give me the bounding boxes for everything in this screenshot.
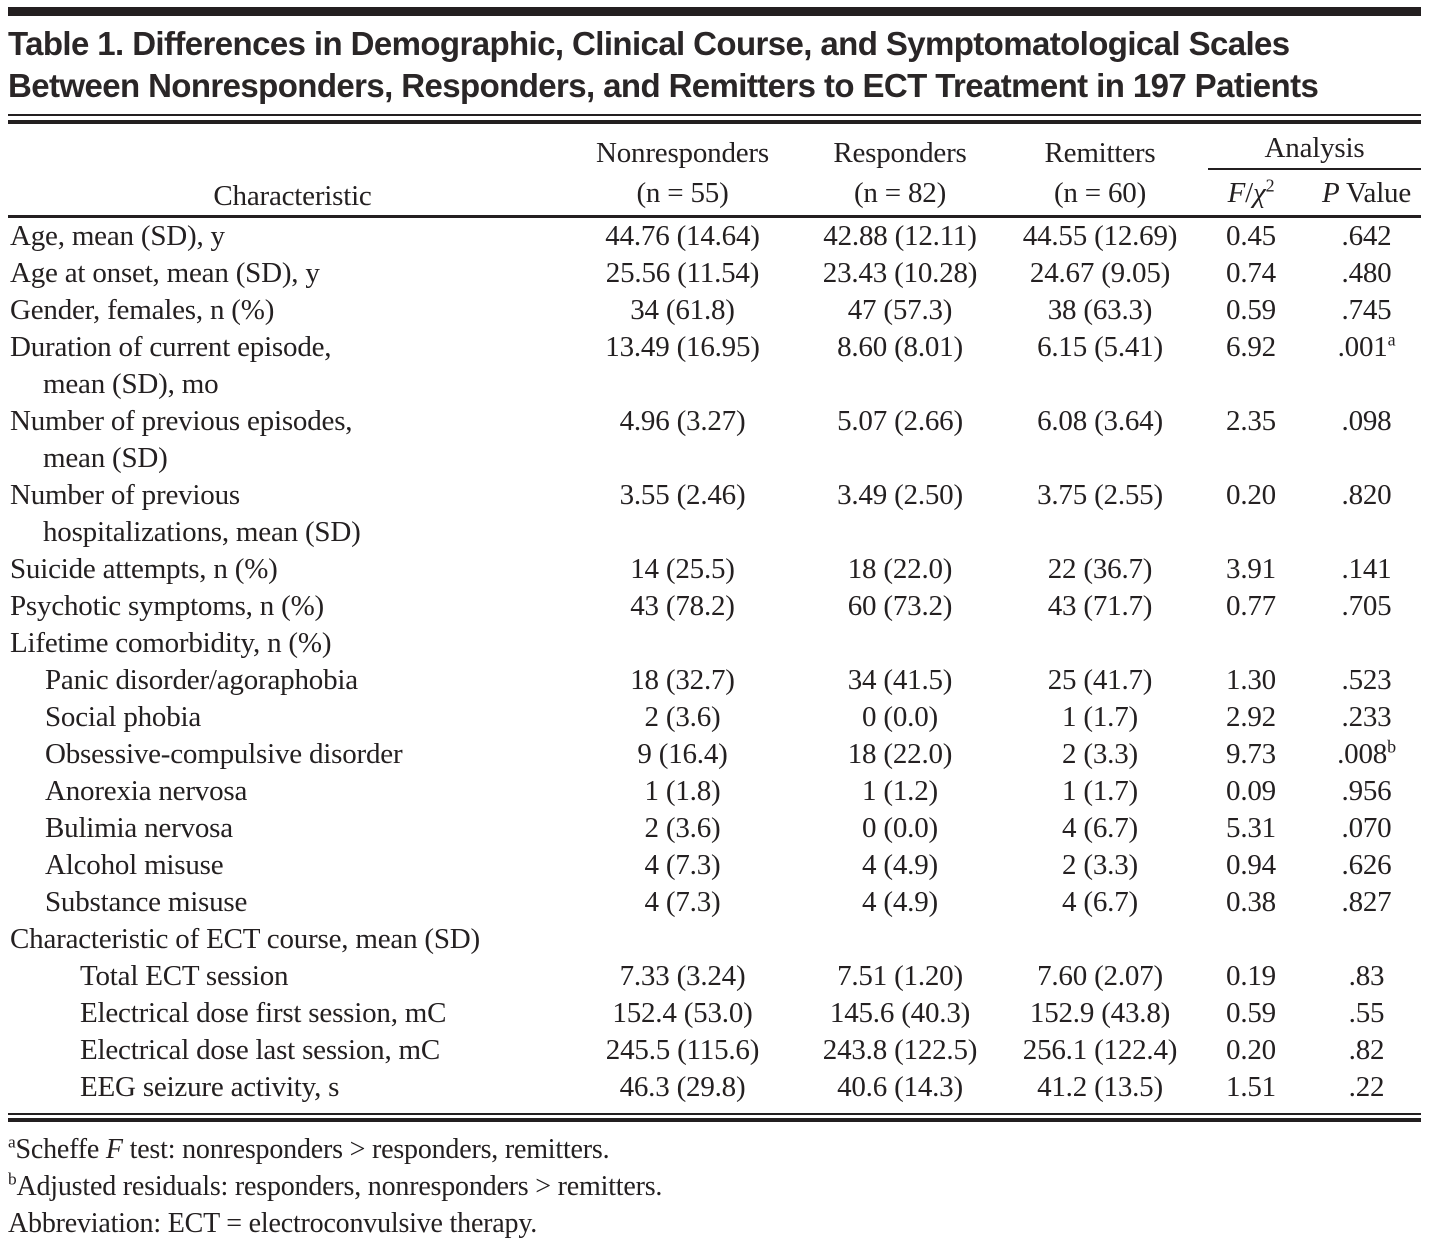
cell-remitters: 256.1 (122.4) [1022,1033,1178,1066]
footnote-rule-thin [8,1113,1421,1115]
row-label [8,1069,575,1106]
cell-nonresponders: 44.76 (14.64) [605,219,760,252]
row-label [8,995,575,1032]
cell-f-chi: 1.51 [1226,1070,1276,1103]
cell-responders: 0 (0.0) [862,811,938,844]
p-value-word: Value [1339,176,1412,209]
table-row [8,847,1421,884]
cell-f-chi: 3.91 [1226,552,1276,585]
cell-p-value: .001$^a$ [1337,328,1396,363]
cell-remitters: 44.55 (12.69) [1022,219,1178,252]
row-label-line: Electrical dose first session, mC [80,996,447,1029]
cell-responders: 3.49 (2.50) [837,478,963,511]
cell-f-chi: 0.38 [1226,885,1276,918]
table-row [8,403,1421,477]
cell-remitters: 152.9 (43.8) [1029,996,1171,1029]
row-label [8,773,575,810]
cell-remitters: 25 (41.7) [1047,663,1153,696]
top-rule [8,7,1421,16]
row-label [8,662,575,699]
table-title-line1: Table 1. Differences in Demographic, Clinical Course, and Symptomatological Scales [8,25,1290,62]
row-label [8,625,575,662]
table-row [8,292,1421,329]
cell-responders: 243.8 (122.5) [822,1033,978,1066]
cell-p-value: .523 [1341,663,1392,696]
table-row [8,477,1421,551]
cell-remitters: 4 (6.7) [1062,885,1138,918]
cell-f-chi: 2.92 [1226,700,1276,733]
cell-p-value: .22 [1348,1070,1385,1103]
footnotes [8,1122,1421,1242]
p-symbol: P [1321,176,1340,209]
f-symbol: F [1227,176,1246,209]
cell-p-value: .82 [1348,1033,1385,1066]
cell-p-value [1312,625,1421,662]
table-header [8,124,1421,216]
row-label-line: Alcohol misuse [45,848,224,881]
cell-p-value: .480 [1341,256,1392,289]
table-body [8,216,1421,1106]
cell-remitters [1010,921,1190,958]
analysis-label: Analysis [1208,132,1421,170]
cell-responders: 18 (22.0) [847,737,953,770]
cell-p-value: .642 [1341,219,1392,252]
footnote-text: Abbreviation: ECT = electroconvulsive therapy. [8,1207,538,1239]
cell-remitters: 1 (1.7) [1062,774,1138,807]
cell-nonresponders: 13.49 (16.95) [605,330,760,363]
row-label-line: Panic disorder/agoraphobia [45,663,358,696]
cell-nonresponders: 3.55 (2.46) [619,478,746,511]
chi-exponent: 2 [1265,175,1275,196]
cell-f-chi: 0.94 [1226,848,1276,881]
cell-p-value: .233 [1341,700,1392,733]
cell-p-value: .956 [1341,774,1392,807]
cell-nonresponders: 43 (78.2) [630,589,735,622]
row-label-line: Substance misuse [45,885,248,918]
cell-p-value: .745 [1341,293,1392,326]
cell-p-value: .626 [1341,848,1392,881]
table-row [8,662,1421,699]
footnote-separator-rule [8,1113,1421,1122]
column-header-characteristic: Characteristic [8,124,575,216]
row-label-line: Characteristic of ECT course, mean (SD) [10,922,481,955]
table-row [8,921,1421,958]
subheader-f-chi [1190,172,1312,216]
row-label [8,958,575,995]
cell-responders [790,921,1010,958]
table-row [8,255,1421,292]
row-label-line: Age at onset, mean (SD), y [10,256,320,289]
table-row [8,995,1421,1032]
cell-nonresponders [575,625,790,662]
cell-responders: 5.07 (2.66) [837,404,963,437]
footnote-marker: a [8,1132,16,1152]
cell-f-chi: 0.19 [1226,959,1276,992]
cell-responders: 42.88 (12.11) [823,219,977,252]
cell-f-chi: 5.31 [1226,811,1276,844]
cell-responders: 4 (4.9) [862,885,938,918]
chi-symbol: χ [1253,176,1266,209]
row-label-line: Lifetime comorbidity, n (%) [10,626,332,659]
cell-f-chi: 0.09 [1226,774,1276,807]
row-label [8,255,575,292]
cell-nonresponders [575,921,790,958]
table-row [8,625,1421,662]
cell-f-chi: 0.20 [1226,478,1276,511]
row-label-line: Number of previous [10,478,240,511]
row-label [8,884,575,921]
cell-responders: 8.60 (8.01) [837,330,963,363]
table-row [8,884,1421,921]
cell-f-chi: 0.59 [1226,996,1276,1029]
cell-nonresponders: 34 (61.8) [630,293,735,326]
cell-p-value: .008$^b$ [1337,735,1396,770]
cell-remitters: 1 (1.7) [1062,700,1138,733]
cell-nonresponders: 245.5 (115.6) [605,1033,760,1066]
cell-remitters: 22 (36.7) [1047,552,1153,585]
subheader-n-responders: (n = 82) [790,172,1010,216]
data-table [8,124,1421,1106]
row-label [8,699,575,736]
footnote-line [8,1131,1421,1168]
cell-f-chi: 9.73 [1226,737,1276,770]
cell-p-value: .55 [1348,996,1385,1029]
footnote-line [8,1205,1421,1242]
table-row [8,736,1421,773]
cell-remitters: 3.75 (2.55) [1037,478,1163,511]
cell-remitters: 24.67 (9.05) [1029,256,1171,289]
footnote-marker: a [1387,328,1396,349]
row-label [8,477,575,551]
cell-f-chi [1190,625,1312,662]
cell-nonresponders: 4 (7.3) [644,848,721,881]
cell-responders: 145.6 (40.3) [829,996,971,1029]
cell-p-value: .141 [1341,552,1392,585]
column-header-analysis [1190,124,1421,172]
row-label [8,736,575,773]
cell-nonresponders: 1 (1.8) [644,774,721,807]
cell-p-value: .827 [1341,885,1392,918]
cell-f-chi [1190,921,1312,958]
cell-f-chi: 0.45 [1226,219,1276,252]
footnote-text: Adjusted residuals: responders, nonresponders > remitters. [16,1170,663,1202]
title-double-rule [8,114,1421,124]
cell-remitters: 4 (6.7) [1062,811,1138,844]
table-row [8,958,1421,995]
cell-nonresponders: 25.56 (11.54) [605,256,760,289]
column-header-responders: Responders [833,137,967,169]
cell-p-value: .098 [1341,404,1392,437]
row-label [8,810,575,847]
cell-f-chi: 0.74 [1226,256,1276,289]
footnote-marker: b [8,1169,17,1189]
row-label-line: Total ECT session [80,959,289,992]
table-row [8,329,1421,403]
table-title-line2: Between Nonresponders, Responders, and Remitters to ECT Treatment in 197 Patients [8,67,1319,104]
cell-nonresponders: 2 (3.6) [644,811,721,844]
table-title [8,23,1421,107]
table-row [8,699,1421,736]
cell-responders: 7.51 (1.20) [837,959,963,992]
table-row [8,588,1421,625]
row-label-line: Number of previous episodes, [10,404,353,437]
row-label [8,921,575,958]
footnote-line [8,1168,1421,1205]
cell-responders: 18 (22.0) [847,552,953,585]
footnote-marker: b [1387,735,1396,756]
row-label-line: Age, mean (SD), y [10,219,225,252]
cell-remitters: 6.15 (5.41) [1037,330,1163,363]
cell-responders: 60 (73.2) [847,589,953,622]
column-header-remitters: Remitters [1044,137,1156,169]
cell-p-value: .820 [1341,478,1392,511]
cell-p-value: .705 [1341,589,1392,622]
slash: / [1245,176,1253,209]
cell-responders: 47 (57.3) [847,293,953,326]
cell-f-chi: 2.35 [1226,404,1276,437]
row-label [8,551,575,588]
cell-nonresponders: 4 (7.3) [644,885,721,918]
row-label-line: Psychotic symptoms, n (%) [10,589,324,622]
cell-f-chi: 0.59 [1226,293,1276,326]
cell-f-chi: 0.20 [1226,1033,1276,1066]
row-label-line: Gender, females, n (%) [10,293,275,326]
row-label-line: Anorexia nervosa [45,774,248,807]
column-header-nonresponders: Nonresponders [596,137,769,169]
cell-nonresponders: 18 (32.7) [630,663,735,696]
row-label [8,216,575,255]
row-label-line: Obsessive-compulsive disorder [45,737,403,770]
table-row [8,810,1421,847]
cell-f-chi: 6.92 [1226,330,1276,363]
cell-p-value: .83 [1348,959,1385,992]
cell-responders: 4 (4.9) [862,848,938,881]
row-label-line: Electrical dose last session, mC [80,1033,441,1066]
cell-nonresponders: 7.33 (3.24) [619,959,746,992]
cell-remitters [1010,625,1190,662]
cell-remitters: 2 (3.3) [1062,848,1138,881]
cell-nonresponders: 46.3 (29.8) [619,1070,746,1103]
row-label-continuation: hospitalizations, mean (SD) [43,515,361,548]
cell-f-chi: 0.77 [1226,589,1276,622]
row-label [8,847,575,884]
cell-remitters: 41.2 (13.5) [1037,1070,1163,1103]
row-label [8,588,575,625]
row-label-line: Suicide attempts, n (%) [10,552,278,585]
subheader-n-nonresponders: (n = 55) [575,172,790,216]
row-label-line: Duration of current episode, [10,330,332,363]
cell-responders [790,625,1010,662]
cell-p-value [1312,921,1421,958]
cell-responders: 40.6 (14.3) [837,1070,963,1103]
cell-nonresponders: 4.96 (3.27) [619,404,746,437]
cell-responders: 1 (1.2) [862,774,938,807]
row-label [8,292,575,329]
cell-nonresponders: 9 (16.4) [637,737,728,770]
table-row [8,773,1421,810]
cell-remitters: 6.08 (3.64) [1037,404,1163,437]
title-rule-thin [8,114,1421,116]
row-label-line: Bulimia nervosa [45,811,233,844]
row-label-line: Social phobia [45,700,202,733]
table-row [8,1069,1421,1106]
row-label [8,403,575,477]
cell-responders: 23.43 (10.28) [822,256,978,289]
header-row-groups [8,124,1421,172]
cell-remitters: 43 (71.7) [1047,589,1153,622]
cell-nonresponders: 152.4 (53.0) [612,996,753,1029]
cell-nonresponders: 14 (25.5) [630,552,735,585]
table-row [8,1032,1421,1069]
cell-remitters: 7.60 (2.07) [1037,959,1163,992]
table-row [8,216,1421,255]
cell-p-value: .070 [1341,811,1392,844]
subheader-n-remitters: (n = 60) [1010,172,1190,216]
row-label [8,1032,575,1069]
subheader-p-value [1312,172,1421,216]
row-label-line: EEG seizure activity, s [80,1070,340,1103]
cell-nonresponders: 2 (3.6) [644,700,721,733]
footnote-text: test: nonresponders > responders, remitters. [122,1133,610,1165]
cell-remitters: 2 (3.3) [1062,737,1138,770]
table-row [8,551,1421,588]
cell-responders: 0 (0.0) [862,700,938,733]
footnote-text: Scheffe [15,1133,106,1165]
cell-responders: 34 (41.5) [847,663,953,696]
row-label [8,329,575,403]
cell-remitters: 38 (63.3) [1047,293,1153,326]
cell-f-chi: 1.30 [1226,663,1276,696]
footnote-italic: F [105,1133,123,1165]
row-label-continuation: mean (SD), mo [43,367,219,400]
row-label-continuation: mean (SD) [43,441,168,474]
